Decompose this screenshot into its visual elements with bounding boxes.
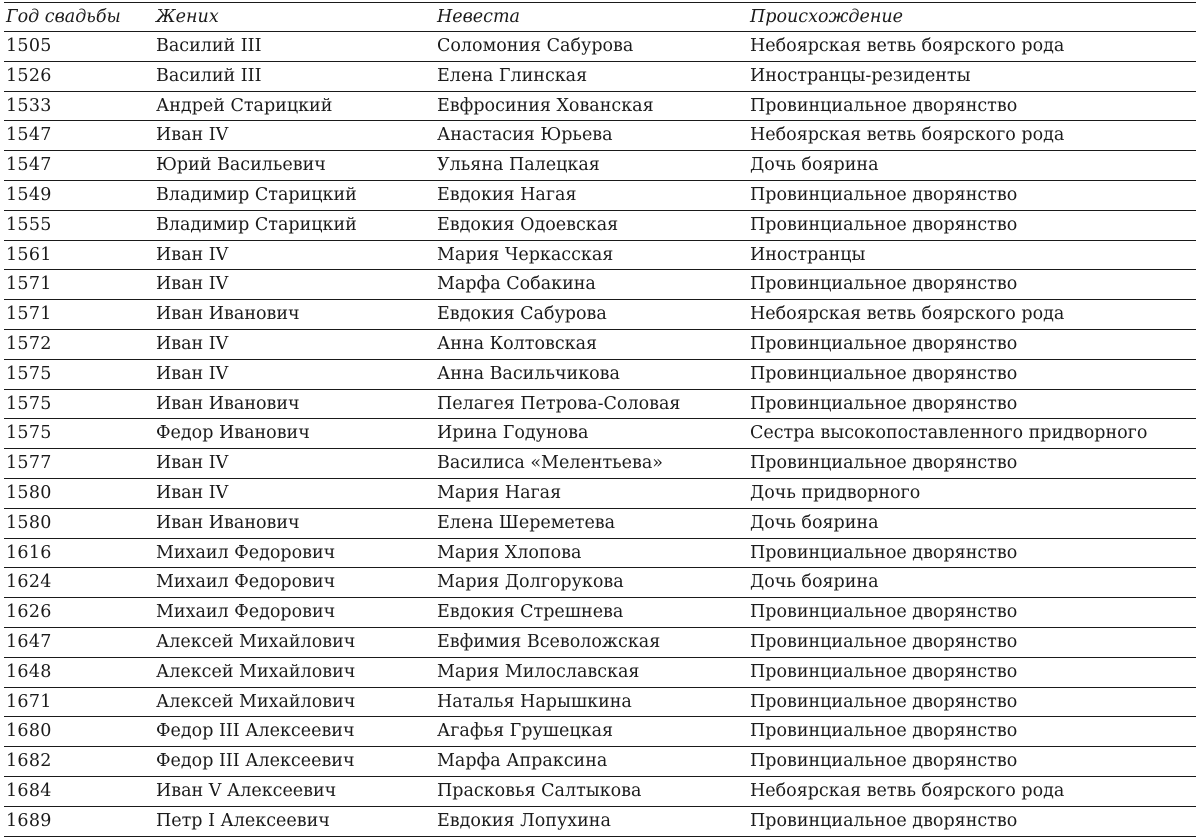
cell-groom: Андрей Старицкий (156, 95, 333, 116)
header-origin: Происхождение (750, 7, 903, 27)
cell-groom: Иван IV (156, 482, 229, 503)
cell-bride: Евдокия Сабурова (437, 304, 607, 325)
cell-bride: Мария Милославская (437, 661, 640, 682)
cell-groom: Юрий Васильевич (156, 155, 326, 176)
cell-origin: Сестра высокопоставленного придворного (750, 423, 1148, 444)
cell-year: 1533 (6, 95, 52, 116)
cell-year: 1575 (6, 423, 52, 444)
table-row (4, 419, 1196, 449)
cell-origin: Провинциальное дворянство (750, 602, 1018, 623)
cell-origin: Провинциальное дворянство (750, 691, 1018, 712)
cell-origin: Провинциальное дворянство (750, 453, 1018, 474)
cell-origin: Дочь боярина (750, 512, 879, 533)
cell-origin: Провинциальное дворянство (750, 751, 1018, 772)
cell-groom: Иван IV (156, 125, 229, 146)
cell-groom: Федор Иванович (156, 423, 310, 444)
cell-bride: Евфимия Всеволожская (437, 631, 661, 652)
cell-bride: Анастасия Юрьева (437, 125, 613, 146)
cell-groom: Федор III Алексеевич (156, 721, 355, 742)
table-row (4, 598, 1196, 628)
cell-groom: Алексей Михайлович (156, 631, 356, 652)
cell-year: 1577 (6, 453, 52, 474)
cell-groom: Иван IV (156, 274, 229, 295)
cell-origin: Небоярская ветвь боярского рода (750, 125, 1065, 146)
table-row (4, 747, 1196, 777)
cell-year: 1648 (6, 661, 52, 682)
cell-bride: Евдокия Лопухина (437, 810, 611, 831)
cell-year: 1684 (6, 780, 52, 801)
table-row (4, 687, 1196, 717)
table-row (4, 300, 1196, 330)
cell-bride: Марфа Апраксина (437, 751, 608, 772)
header-year: Год свадьбы (6, 7, 121, 27)
table-row (4, 329, 1196, 359)
cell-year: 1626 (6, 602, 52, 623)
marriages-table (4, 2, 1196, 837)
table-row (4, 359, 1196, 389)
table-row (4, 270, 1196, 300)
cell-year: 1561 (6, 244, 52, 265)
cell-year: 1616 (6, 542, 52, 563)
table-row (4, 180, 1196, 210)
cell-groom: Иван IV (156, 333, 229, 354)
cell-year: 1555 (6, 214, 52, 235)
table-row (4, 568, 1196, 598)
cell-bride: Мария Хлопова (437, 542, 582, 563)
cell-bride: Агафья Грушецкая (437, 721, 614, 742)
cell-year: 1624 (6, 572, 52, 593)
cell-origin: Провинциальное дворянство (750, 274, 1018, 295)
cell-groom: Иван IV (156, 453, 229, 474)
cell-groom: Василий III (156, 36, 262, 56)
cell-origin: Провинциальное дворянство (750, 184, 1018, 205)
header-bride: Невеста (437, 7, 520, 27)
cell-groom: Федор III Алексеевич (156, 751, 355, 772)
table-row (4, 508, 1196, 538)
cell-origin: Провинциальное дворянство (750, 542, 1018, 563)
cell-origin: Дочь боярина (750, 155, 879, 176)
cell-year: 1571 (6, 304, 52, 325)
cell-groom: Михаил Федорович (156, 542, 336, 563)
cell-year: 1647 (6, 631, 52, 652)
table-row (4, 210, 1196, 240)
table-row (4, 478, 1196, 508)
cell-groom: Иван Иванович (156, 304, 300, 325)
table-row (4, 151, 1196, 181)
table-row (4, 627, 1196, 657)
table-row (4, 61, 1196, 91)
cell-bride: Пелагея Петрова-Соловая (437, 393, 681, 414)
table-row (4, 449, 1196, 479)
table-row (4, 389, 1196, 419)
cell-groom: Алексей Михайлович (156, 661, 356, 682)
table-row (4, 121, 1196, 151)
cell-origin: Небоярская ветвь боярского рода (750, 780, 1065, 801)
cell-year: 1580 (6, 512, 52, 533)
table-row (4, 538, 1196, 568)
cell-year: 1547 (6, 125, 52, 146)
cell-year: 1682 (6, 751, 52, 772)
cell-bride: Евдокия Нагая (437, 184, 577, 205)
cell-year: 1526 (6, 65, 52, 86)
cell-groom: Петр I Алексеевич (156, 810, 330, 831)
cell-origin: Провинциальное дворянство (750, 333, 1018, 354)
cell-origin: Провинциальное дворянство (750, 393, 1018, 414)
cell-groom: Владимир Старицкий (156, 184, 357, 205)
cell-year: 1689 (6, 810, 52, 831)
cell-bride: Наталья Нарышкина (437, 691, 632, 712)
cell-origin: Провинциальное дворянство (750, 95, 1018, 116)
cell-groom: Алексей Михайлович (156, 691, 356, 712)
cell-origin: Провинциальное дворянство (750, 214, 1018, 235)
cell-bride: Елена Шереметева (437, 512, 616, 533)
cell-year: 1505 (6, 36, 52, 56)
cell-origin: Дочь придворного (750, 482, 921, 503)
cell-origin: Дочь боярина (750, 572, 879, 593)
cell-groom: Михаил Федорович (156, 602, 336, 623)
cell-year: 1572 (6, 333, 52, 354)
table-row (4, 776, 1196, 806)
cell-origin: Провинциальное дворянство (750, 363, 1018, 384)
cell-groom: Иван V Алексеевич (156, 780, 337, 801)
cell-groom: Владимир Старицкий (156, 214, 357, 235)
cell-year: 1680 (6, 721, 52, 742)
cell-bride: Прасковья Салтыкова (437, 780, 642, 801)
cell-year: 1547 (6, 155, 52, 176)
table-row (4, 91, 1196, 121)
table-body (4, 32, 1196, 837)
cell-year: 1575 (6, 363, 52, 384)
cell-origin: Небоярская ветвь боярского рода (750, 36, 1065, 56)
cell-bride: Василиса «Мелентьева» (437, 453, 664, 474)
cell-bride: Мария Долгорукова (437, 572, 624, 593)
table-row (4, 32, 1196, 62)
header-row (4, 3, 1196, 32)
cell-year: 1575 (6, 393, 52, 414)
cell-origin: Небоярская ветвь боярского рода (750, 304, 1065, 325)
table-row (4, 717, 1196, 747)
cell-bride: Елена Глинская (437, 65, 588, 86)
cell-bride: Евдокия Стрешнева (437, 602, 624, 623)
table-row (4, 657, 1196, 687)
cell-bride: Ульяна Палецкая (437, 155, 600, 176)
cell-bride: Евфросиния Хованская (437, 95, 654, 116)
cell-groom: Иван Иванович (156, 393, 300, 414)
cell-origin: Иностранцы (750, 244, 866, 265)
cell-year: 1671 (6, 691, 52, 712)
cell-bride: Анна Колтовская (437, 333, 598, 354)
cell-bride: Анна Васильчикова (437, 363, 620, 384)
header-groom: Жених (156, 7, 219, 27)
cell-bride: Мария Черкасская (437, 244, 614, 265)
cell-year: 1571 (6, 274, 52, 295)
cell-year: 1580 (6, 482, 52, 503)
table-row (4, 240, 1196, 270)
cell-groom: Иван IV (156, 363, 229, 384)
cell-origin: Провинциальное дворянство (750, 631, 1018, 652)
table-row (4, 806, 1196, 836)
cell-bride: Марфа Собакина (437, 274, 596, 295)
cell-origin: Провинциальное дворянство (750, 721, 1018, 742)
cell-origin: Иностранцы-резиденты (750, 65, 971, 86)
cell-year: 1549 (6, 184, 52, 205)
cell-bride: Мария Нагая (437, 482, 562, 503)
table-header (4, 3, 1196, 32)
cell-groom: Василий III (156, 65, 262, 86)
cell-groom: Михаил Федорович (156, 572, 336, 593)
cell-groom: Иван IV (156, 244, 229, 265)
cell-bride: Соломония Сабурова (437, 36, 634, 56)
cell-groom: Иван Иванович (156, 512, 300, 533)
cell-origin: Провинциальное дворянство (750, 661, 1018, 682)
cell-origin: Провинциальное дворянство (750, 810, 1018, 831)
cell-bride: Ирина Годунова (437, 423, 589, 444)
cell-bride: Евдокия Одоевская (437, 214, 619, 235)
